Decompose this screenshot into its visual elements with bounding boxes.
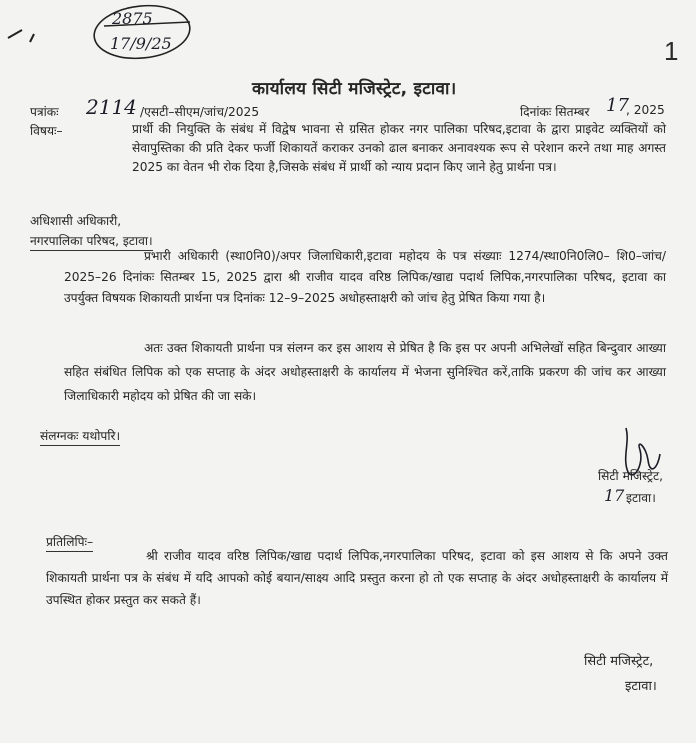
office-title: कार्यालय सिटी मजिस्ट्रेट, इटावा। xyxy=(252,79,457,99)
subject-label: विषयः– xyxy=(30,124,63,138)
signature1-place: इटावा। xyxy=(626,491,656,505)
receipt-date: 17/9/25 xyxy=(110,34,172,53)
reference-date-day: 17 xyxy=(606,95,629,116)
signature1-date-mark: 17 xyxy=(604,486,625,505)
reference-code: /एसटी–सीएम/जांच/2025 xyxy=(140,105,260,119)
signature1-title: सिटी मजिस्ट्रेट, xyxy=(598,469,663,483)
reference-date-year: , 2025 xyxy=(626,103,665,117)
receipt-number: 2875 xyxy=(112,9,153,28)
receipt-stamp xyxy=(0,0,210,80)
addressee-line1: अधिशासी अधिकारी, xyxy=(30,214,122,228)
subject-text: प्रार्थी की नियुक्ति के संबंध में विद्वेष भावना से ग्रसित होकर नगर पालिका परिषद,इटावा के द्वारा प्राइवेट व्यक्तियों को सेवापुस्तिका की प्रति देकर फर्जी शिकायतें कराकर उनको ढाल बनाकर अनावश्यक रूप से परेशान करने तथा माह अगस्त 2025 का वेतन भी रोक दिया है,जिसके संबंध में प्रार्थी को न्याय प्रदान किए जाने हेतु प्रार्थना पत्र। xyxy=(132,122,666,174)
copy-text: श्री राजीव यादव वरिष्ठ लिपिक/खाद्य पदार्थ लिपिक,नगरपालिका परिषद, इटावा को इस आशय से कि अपने उक्त शिकायती प्रार्थना पत्र के संबंध में यदि आपको कोई बयान/साक्ष्य आदि प्रस्तुत करना हो तो एक सप्ताह के अंदर अधोहस्ताक्षरी के कार्यालय में उपस्थित होकर प्रस्तुत कर सकते हैं। xyxy=(46,549,668,607)
enclosure: संलग्नकः यथोपरि। xyxy=(40,427,120,446)
page-number: 1 xyxy=(664,36,679,66)
addressee-line2: नगरपालिका परिषद, इटावा। xyxy=(30,232,153,251)
reference-date-label: दिनांकः सितम्बर xyxy=(520,105,590,119)
reference-number: 2114 xyxy=(86,95,137,119)
signature2-title: सिटी मजिस्ट्रेट, xyxy=(584,654,654,669)
signature2-place: इटावा। xyxy=(625,679,657,694)
reference-label: पत्रांकः xyxy=(30,105,59,119)
body-paragraph-1: प्रभारी अधिकारी (स्था0नि0)/अपर जिलाधिकारी,इटावा महोदय के पत्र संख्याः 1274/स्था0नि0लि0– शि0–जांच/ 2025–26 दिनांकः सितम्बर 15, 2025 द्वारा श्री राजीव यादव वरिष्ठ लिपिक/खाद्य पदार्थ लिपिक,नगरपालिका परिषद, इटावा का उपर्युक्त विषयक शिकायती प्रार्थना पत्र दिनांकः 12–9–2025 अधोहस्ताक्षरी को जांच हेतु प्रेषित किया गया है। xyxy=(64,249,666,305)
body-paragraph-2: अतः उक्त शिकायती प्रार्थना पत्र संलग्न कर इस आशय से प्रेषित है कि इस पर अपनी अभिलेखों सहित बिन्दुवार आख्या सहित संबंधित लिपिक को एक सप्ताह के अंदर अधोहस्ताक्षरी के कार्यालय में भेजना सुनिश्चित करें,ताकि प्रकरण की जांच कर आख्या जिलाधिकारी महोदय को प्रेषित की जा सके। xyxy=(64,341,666,403)
copy-label: प्रतिलिपिः– xyxy=(46,533,93,552)
